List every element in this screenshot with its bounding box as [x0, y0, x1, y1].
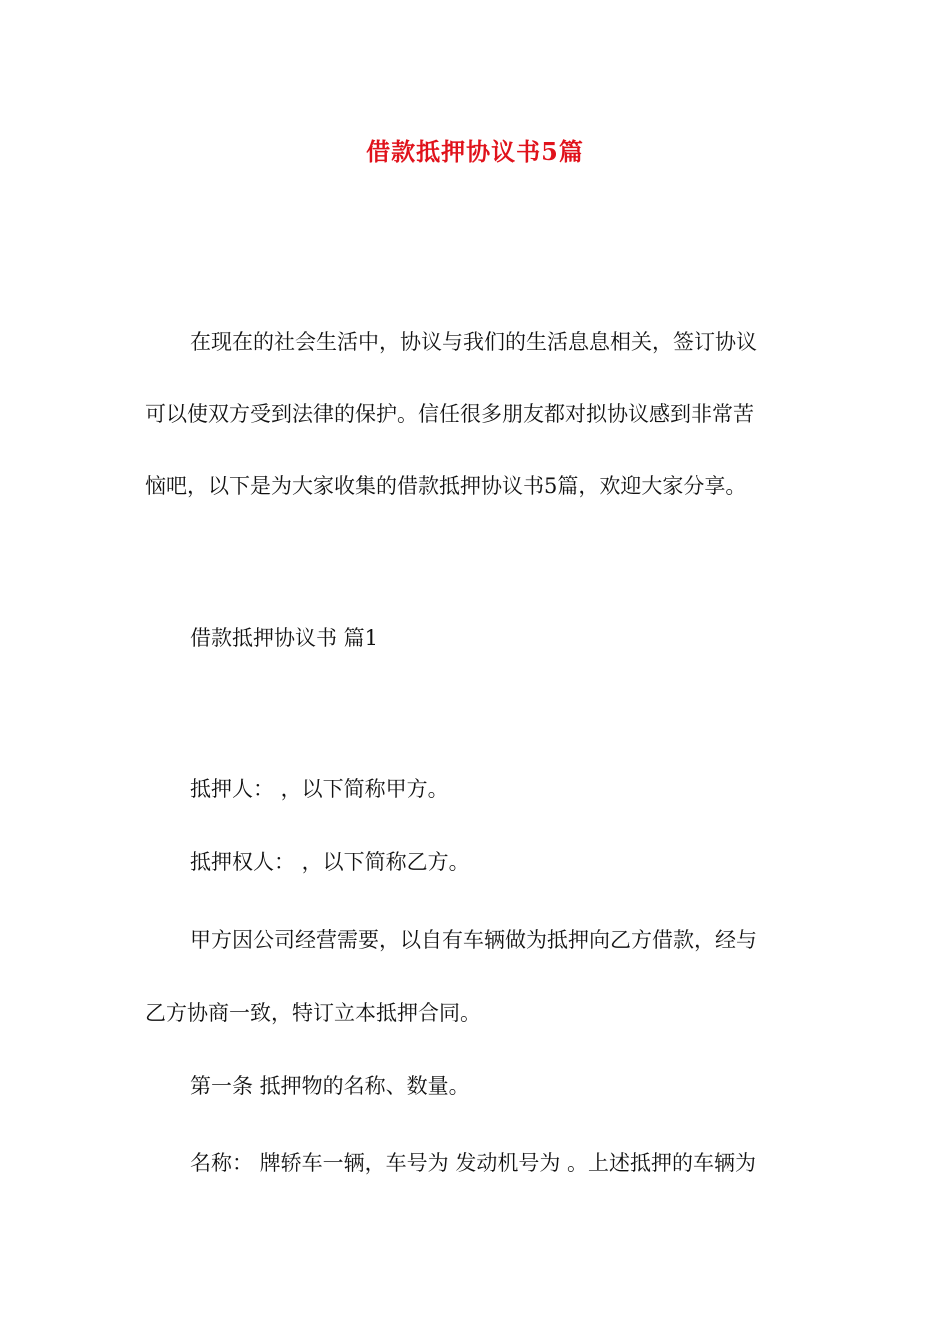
paragraph-line-1: 甲方因公司经营需要，以自有车辆做为抵押向乙方借款，经与 [190, 928, 757, 952]
intro-line-2: 可以使双方受到法律的保护。信任很多朋友都对拟协议感到非常苦 [145, 402, 754, 426]
paragraph-line-2: 乙方协商一致，特订立本抵押合同。 [145, 1001, 481, 1025]
intro-line-3: 恼吧，以下是为大家收集的借款抵押协议书5篇，欢迎大家分享。 [145, 474, 747, 498]
article-name-line: 名称： 牌轿车一辆，车号为 发动机号为 。上述抵押的车辆为 [190, 1151, 757, 1175]
article-heading: 第一条 抵押物的名称、数量。 [190, 1074, 470, 1098]
mortgagor-line: 抵押人： ，以下简称甲方。 [190, 777, 449, 801]
section-heading: 借款抵押协议书 篇1 [190, 626, 379, 650]
intro-line-1: 在现在的社会生活中，协议与我们的生活息息相关，签订协议 [190, 330, 757, 354]
mortgagee-line: 抵押权人： ，以下简称乙方。 [190, 850, 470, 874]
document-title: 借款抵押协议书5篇 [366, 137, 584, 166]
